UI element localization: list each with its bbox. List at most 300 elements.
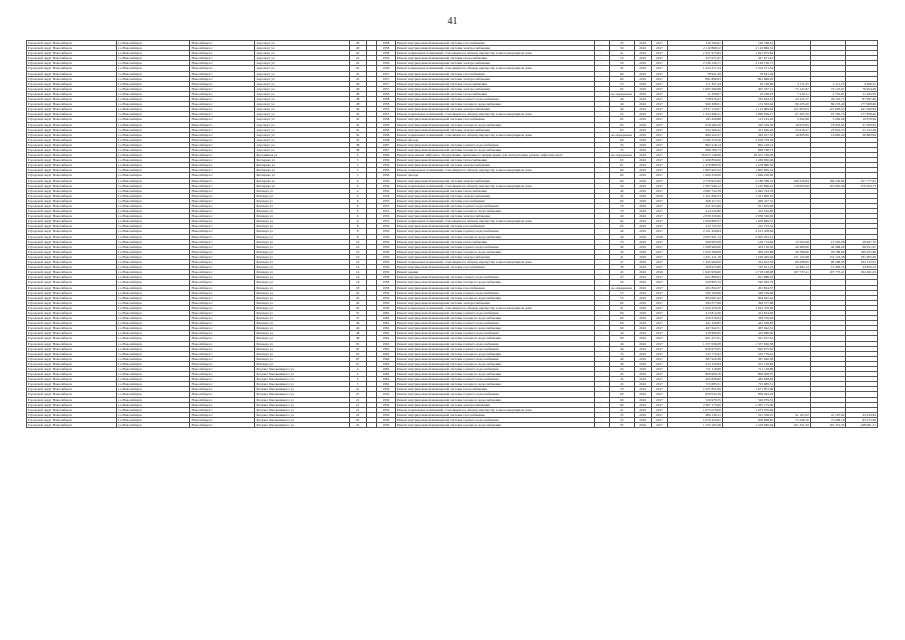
table-cell: 2016 xyxy=(634,351,651,356)
table-cell: Ремонт внутридомовой инженерной системы горячего водоснабжения xyxy=(395,97,594,102)
table-cell: 1959 xyxy=(377,407,396,412)
table-cell: 407 437,12 xyxy=(722,86,774,91)
table-cell: Новосибирск г xyxy=(190,372,255,377)
table-cell: 18 xyxy=(349,285,366,290)
table-cell: 1959 xyxy=(377,290,396,295)
table-cell: 1 254 271,34 xyxy=(722,66,774,71)
table-cell: 2017 xyxy=(651,86,668,91)
table-cell: Блюхера ул xyxy=(255,204,349,209)
table-cell: г.о.Новосибирск xyxy=(117,361,190,366)
table-cell: Городской округ Новосибирск xyxy=(27,61,117,66)
table-cell: - xyxy=(594,76,609,81)
table-cell: 1 096 959,27 xyxy=(722,112,774,117)
table-cell: Ремонт фасада xyxy=(395,173,594,178)
table-cell: Ремонт внутридомовой инженерной системы электроснабжения xyxy=(395,254,594,259)
table-cell: Аэропорт ул xyxy=(255,117,349,122)
table-cell: 725 685,51 xyxy=(722,382,774,387)
table-cell: 8 xyxy=(349,224,366,229)
table-cell: Новосибирск г xyxy=(190,132,255,137)
table-cell: 40 xyxy=(609,214,634,219)
table-cell: 441 328,85 xyxy=(722,321,774,326)
table-cell: Новосибирск г xyxy=(190,239,255,244)
table-cell: 2017 xyxy=(651,336,668,341)
table-cell: 2017 xyxy=(651,147,668,152)
table-cell: Городской округ Новосибирск xyxy=(27,102,117,107)
table-cell: г.о.Новосибирск xyxy=(117,112,190,117)
table-cell: 2017 xyxy=(651,417,668,422)
table-cell: Городской округ Новосибирск xyxy=(27,377,117,382)
table-cell: Ремонт внутридомовой инженерной системы горячего водоснабжения xyxy=(395,290,594,295)
table-cell: 2017 xyxy=(651,219,668,224)
table-cell: 2017 xyxy=(651,163,668,168)
table-cell: 1 675 070,00 xyxy=(668,407,722,412)
table-cell: 6 xyxy=(349,219,366,224)
table-cell: г.о.Новосибирск xyxy=(117,51,190,56)
table-cell: 80 233,20 xyxy=(810,102,846,107)
table-cell: 75 147,67 xyxy=(775,86,811,91)
table-cell: 126 766,61 xyxy=(722,41,774,46)
table-cell: 101 351,50 xyxy=(775,423,811,428)
table-cell: 26 672 749,09 xyxy=(668,153,722,158)
table-cell: не определена xyxy=(609,285,634,290)
table-cell: 2016 xyxy=(634,305,651,310)
table-cell: 34 xyxy=(349,137,366,142)
table-cell: 1962 xyxy=(377,372,396,377)
table-cell: Аэропорт ул xyxy=(255,132,349,137)
table-cell: Городской округ Новосибирск xyxy=(27,209,117,214)
table-cell: 2016 xyxy=(634,331,651,336)
table-cell: Богдана Хмельницкого ул xyxy=(255,392,349,397)
table-cell: Ремонт подвальных помещений, относящихся к общему имуществу в многоквартирном доме xyxy=(395,66,594,71)
table-cell: 1954 xyxy=(377,193,396,198)
table-cell: Аэропорт ул xyxy=(255,66,349,71)
table-cell: 809 909,70 xyxy=(722,372,774,377)
table-cell: 67 xyxy=(349,361,366,366)
table-cell: 1 254 271,34 xyxy=(668,66,722,71)
table-cell: 2016 xyxy=(634,168,651,173)
table-cell: 41 xyxy=(609,51,634,56)
table-cell: 521 358,25 xyxy=(722,412,774,417)
table-cell: 209 975,89 xyxy=(668,265,722,270)
table-cell: Бехтерева ул xyxy=(255,173,349,178)
table-cell: - xyxy=(594,372,609,377)
table-cell: - xyxy=(594,275,609,280)
table-cell: 2017 xyxy=(651,102,668,107)
table-cell: 40 xyxy=(609,331,634,336)
table-cell: 65 xyxy=(609,117,634,122)
table-cell: г.о.Новосибирск xyxy=(117,239,190,244)
table-cell: Блюхера ул xyxy=(255,260,349,265)
table-cell: 1959 xyxy=(377,423,396,428)
table-cell: Ремонт внутридомовой инженерной системы теплоснабжения xyxy=(395,188,594,193)
table-cell: 20 xyxy=(349,305,366,310)
table-cell: Городской округ Новосибирск xyxy=(27,147,117,152)
table-cell: 2017 xyxy=(651,300,668,305)
table-cell: Городской округ Новосибирск xyxy=(27,331,117,336)
table-cell: 2 110 868,52 xyxy=(722,46,774,51)
table-cell: г.о.Новосибирск xyxy=(117,41,190,46)
table-cell: 1958 xyxy=(377,117,396,122)
table-cell: 2016 xyxy=(634,372,651,377)
table-cell: Новосибирск г xyxy=(190,51,255,56)
table-cell: 1963 xyxy=(377,346,396,351)
table-cell: 2017 xyxy=(651,351,668,356)
table-cell: г.о.Новосибирск xyxy=(117,219,190,224)
table-cell: 30 xyxy=(609,265,634,270)
table-cell: 119 065,99 xyxy=(775,183,811,188)
table-cell: 80 233,20 xyxy=(775,102,811,107)
table-cell: Городской округ Новосибирск xyxy=(27,224,117,229)
table-cell: 839 044,19 xyxy=(668,392,722,397)
table-cell: 2016 xyxy=(634,310,651,315)
table-cell: 12 565,08 xyxy=(775,239,811,244)
table-cell: Новосибирск г xyxy=(190,209,255,214)
table-cell: Аэропорт ул xyxy=(255,51,349,56)
table-cell: Ремонт внутридомовой инженерной системы теплоснабжения xyxy=(395,91,594,96)
table-cell: Новосибирск г xyxy=(190,193,255,198)
table-cell: 269 995,08 xyxy=(668,239,722,244)
table-cell: Городской округ Новосибирск xyxy=(27,387,117,392)
table-cell: 37 xyxy=(349,310,366,315)
table-cell: 2016 xyxy=(634,356,651,361)
table-cell: 20 xyxy=(349,51,366,56)
table-cell: 2016 xyxy=(634,346,651,351)
table-cell: 2017 xyxy=(651,244,668,249)
table-cell: Новосибирск г xyxy=(190,66,255,71)
table-cell: 60 xyxy=(609,321,634,326)
table-cell: Городской округ Новосибирск xyxy=(27,305,117,310)
table-cell: г.о.Новосибирск xyxy=(117,97,190,102)
table-cell: 804 067,42 xyxy=(722,295,774,300)
table-cell: Новосибирск г xyxy=(190,290,255,295)
table-cell: 3 xyxy=(349,168,366,173)
table-cell: 532 779,42 xyxy=(722,351,774,356)
table-cell: г.о.Новосибирск xyxy=(117,183,190,188)
table-cell: 2017 xyxy=(651,412,668,417)
table-cell: 121 603,03 xyxy=(810,107,846,112)
table-cell: Ремонт внутридомовой инженерной системы горячего водоснабжения xyxy=(395,275,594,280)
table-cell: Ремонт внутридомовой инженерной системы горячего водоснабжения xyxy=(395,341,594,346)
table-cell: Городской округ Новосибирск xyxy=(27,193,117,198)
table-cell: 41 xyxy=(609,254,634,259)
table-cell: 2017 xyxy=(651,239,668,244)
table-cell: Ремонт внутридомовой инженерной системы горячего водоснабжения xyxy=(395,310,594,315)
table-cell: - xyxy=(594,183,609,188)
table-cell: 1955 xyxy=(377,198,396,203)
table-cell: 8 xyxy=(349,234,366,239)
table-cell: г.о.Новосибирск xyxy=(117,285,190,290)
table-cell: 2016 xyxy=(634,112,651,117)
table-cell: Блюхера ул xyxy=(255,326,349,331)
table-cell: 40 xyxy=(609,346,634,351)
table-cell: 20 xyxy=(349,46,366,51)
table-cell: 2017 xyxy=(651,254,668,259)
table-cell: Блюхера ул xyxy=(255,321,349,326)
table-cell: 2 110 868,52 xyxy=(668,46,722,51)
table-cell: Блюхера ул xyxy=(255,361,349,366)
table-cell: г.о.Новосибирск xyxy=(117,310,190,315)
table-cell: Новосибирск г xyxy=(190,265,255,270)
table-cell: Новосибирск г xyxy=(190,76,255,81)
table-cell: г.о.Новосибирск xyxy=(117,132,190,137)
table-cell: Новосибирск г xyxy=(190,163,255,168)
table-cell: 67 265,70 xyxy=(810,112,846,117)
table-cell: 22 xyxy=(349,423,366,428)
table-cell: Ремонт подвальных помещений, относящихся к общему имуществу в многоквартирном доме xyxy=(395,183,594,188)
table-cell: г.о.Новосибирск xyxy=(117,392,190,397)
table-cell: 2017 xyxy=(651,66,668,71)
table-cell: 2017 xyxy=(651,61,668,66)
table-cell: 6 xyxy=(349,198,366,203)
table-cell: Ремонт внутридомовой инженерной системы теплоснабжения xyxy=(395,158,594,163)
table-cell: г.о.Новосибирск xyxy=(117,290,190,295)
table-cell: 621 886,03 xyxy=(668,275,722,280)
table-cell: 465 828,66 xyxy=(722,377,774,382)
table-cell: 1959 xyxy=(377,392,396,397)
table-cell: Блюхера ул xyxy=(255,234,349,239)
table-cell: г.о.Новосибирск xyxy=(117,158,190,163)
table-cell: 1957 xyxy=(377,71,396,76)
table-cell: - xyxy=(594,66,609,71)
table-cell: Новосибирск г xyxy=(190,204,255,209)
table-cell: Городской округ Новосибирск xyxy=(27,295,117,300)
table-cell: 22 xyxy=(349,417,366,422)
table-cell: 2016 xyxy=(634,142,651,147)
table-cell: Городской округ Новосибирск xyxy=(27,76,117,81)
table-cell: - xyxy=(594,295,609,300)
table-cell: 2017 xyxy=(651,321,668,326)
table-cell: 2 126 136,71 xyxy=(722,61,774,66)
table-cell: 2017 xyxy=(651,81,668,86)
table-cell: Аэропорт ул xyxy=(255,102,349,107)
table-cell: - xyxy=(594,326,609,331)
table-cell: г.о.Новосибирск xyxy=(117,234,190,239)
table-cell: Новосибирск г xyxy=(190,147,255,152)
table-cell: Богдана Хмельницкого ул xyxy=(255,367,349,372)
table-cell: г.о.Новосибирск xyxy=(117,229,190,234)
table-cell: Ремонт внутридомовой инженерной системы горячего водоснабжения xyxy=(395,377,594,382)
table-cell: Новосибирск г xyxy=(190,81,255,86)
table-cell: Ремонт внутридомовой инженерной системы горячего водоснабжения xyxy=(395,204,594,209)
table-cell: 6 xyxy=(349,209,366,214)
table-cell: Городской округ Новосибирск xyxy=(27,341,117,346)
table-cell: 2016 xyxy=(651,234,668,239)
table-cell: 25 xyxy=(349,71,366,76)
table-cell: 2016 xyxy=(634,204,651,209)
table-cell: 1 269 850,00 xyxy=(668,158,722,163)
table-cell: Блюхера ул xyxy=(255,270,349,275)
table-cell: 2017 xyxy=(651,137,668,142)
table-cell: г.о.Новосибирск xyxy=(117,147,190,152)
table-cell: 121 603,03 xyxy=(775,107,811,112)
table-cell: 60 xyxy=(609,310,634,315)
table-cell: г.о.Новосибирск xyxy=(117,61,190,66)
table-cell: г.о.Новосибирск xyxy=(117,76,190,81)
table-cell: 45 xyxy=(609,66,634,71)
table-cell: 181 605,09 xyxy=(846,254,878,259)
table-cell: 26 726,09 xyxy=(722,81,774,86)
table-cell: Новосибирск г xyxy=(190,387,255,392)
table-cell: Богдана Хмельницкого ул xyxy=(255,387,349,392)
table-cell: Городской округ Новосибирск xyxy=(27,204,117,209)
table-cell: Ремонт внутридомовой инженерной системы газоснабжения xyxy=(395,412,594,417)
table-cell: г.о.Новосибирск xyxy=(117,407,190,412)
table-cell: г.о.Новосибирск xyxy=(117,91,190,96)
table-cell: Новосибирск г xyxy=(190,402,255,407)
table-cell: - xyxy=(594,168,609,173)
table-cell: 1958 xyxy=(377,91,396,96)
table-cell: 32 xyxy=(349,127,366,132)
table-cell: 1959 xyxy=(377,229,396,234)
table-cell: 46 xyxy=(609,356,634,361)
table-cell: 115 191,26 xyxy=(722,117,774,122)
table-cell: 10 238,01 xyxy=(722,91,774,96)
table-cell: 1962 xyxy=(377,316,396,321)
table-cell: 40 489,00 xyxy=(775,244,811,249)
table-cell: 1 454 296,31 xyxy=(668,112,722,117)
table-cell: 11 495,29 xyxy=(846,91,878,96)
table-cell: 2016 xyxy=(634,341,651,346)
table-cell: 166 230,84 xyxy=(810,178,846,183)
table-cell: 63 xyxy=(609,158,634,163)
table-cell: 78 941,49 xyxy=(668,71,722,76)
table-cell: 2016 xyxy=(634,412,651,417)
table-cell: Ремонт внутридомовой инженерной системы электроснабжения xyxy=(395,300,594,305)
table-cell: 99 268,95 xyxy=(810,260,846,265)
table-cell: 10 xyxy=(349,244,366,249)
table-cell: г.о.Новосибирск xyxy=(117,198,190,203)
table-cell: 2017 xyxy=(651,204,668,209)
table-cell: Новосибирск г xyxy=(190,214,255,219)
table-cell: г.о.Новосибирск xyxy=(117,127,190,132)
table-cell: 4 xyxy=(349,153,366,158)
table-cell: г.о.Новосибирск xyxy=(117,356,190,361)
table-cell: - xyxy=(594,356,609,361)
table-cell: - xyxy=(594,331,609,336)
table-cell: 1956 xyxy=(377,163,396,168)
table-cell: Новосибирск г xyxy=(190,153,255,158)
table-cell: 1955 xyxy=(377,204,396,209)
table-cell: 14 xyxy=(349,265,366,270)
table-cell: 2016 xyxy=(634,392,651,397)
table-cell: 1956 xyxy=(377,168,396,173)
table-cell: Городской округ Новосибирск xyxy=(27,219,117,224)
table-cell: г.о.Новосибирск xyxy=(117,188,190,193)
table-cell: - xyxy=(594,249,609,254)
table-cell: г.о.Новосибирск xyxy=(117,86,190,91)
table-cell: 2016 xyxy=(634,107,651,112)
table-cell: Блюхера ул xyxy=(255,331,349,336)
table-cell: 2017 xyxy=(651,331,668,336)
table-cell: 711 118,89 xyxy=(668,367,722,372)
table-cell: 1958 xyxy=(377,137,396,142)
table-cell: 2016 xyxy=(634,158,651,163)
table-cell: 320 529,36 xyxy=(722,122,774,127)
table-cell: Городской округ Новосибирск xyxy=(27,290,117,295)
table-cell: - xyxy=(594,153,609,158)
table-cell: 46 xyxy=(349,321,366,326)
table-cell: 2016 xyxy=(634,407,651,412)
table-cell: Городской округ Новосибирск xyxy=(27,86,117,91)
table-cell: Новосибирск г xyxy=(190,86,255,91)
table-cell: Ремонт внутридомовой инженерной системы холодного водоснабжения xyxy=(395,382,594,387)
table-cell: 60 xyxy=(609,137,634,142)
table-cell: Ремонт внутридомовой инженерной системы электроснабжения xyxy=(395,61,594,66)
table-cell: 35 xyxy=(609,423,634,428)
table-cell: Городской округ Новосибирск xyxy=(27,97,117,102)
table-cell: 2 209 379,56 xyxy=(668,137,722,142)
table-cell: Городской округ Новосибирск xyxy=(27,244,117,249)
table-cell: Богдана Хмельницкого ул xyxy=(255,423,349,428)
table-cell: 3 xyxy=(349,158,366,163)
table-cell: 212 723,32 xyxy=(668,224,722,229)
table-cell: 1 671 851,99 xyxy=(668,387,722,392)
table-cell: 28 xyxy=(349,102,366,107)
table-cell: Новосибирск г xyxy=(190,41,255,46)
table-cell: г.о.Новосибирск xyxy=(117,260,190,265)
table-cell: 725 685,51 xyxy=(668,382,722,387)
table-cell: 21 xyxy=(349,407,366,412)
table-cell: 2017 xyxy=(651,183,668,188)
table-cell: Блюхера ул xyxy=(255,356,349,361)
table-cell: 1 671 851,99 xyxy=(722,387,774,392)
table-cell: 45 xyxy=(609,193,634,198)
table-cell: 2016 xyxy=(634,275,651,280)
table-cell: 38 xyxy=(349,147,366,152)
table-cell: 1957 xyxy=(377,76,396,81)
table-cell: 2016 xyxy=(634,46,651,51)
table-cell: Богдана Хмельницкого ул xyxy=(255,402,349,407)
table-cell: г.о.Новосибирск xyxy=(117,107,190,112)
table-cell: 419 980,00 xyxy=(668,331,722,336)
table-cell: 2016 xyxy=(634,117,651,122)
table-cell: 278 504,73 xyxy=(846,183,878,188)
table-cell: 2016 xyxy=(634,280,651,285)
table-cell: 67 xyxy=(349,356,366,361)
table-cell: Богдана Хмельницкого ул xyxy=(255,412,349,417)
table-cell: 2 058 326,96 xyxy=(722,214,774,219)
table-cell: 2016 xyxy=(634,132,651,137)
table-cell: 5 xyxy=(349,173,366,178)
table-cell: 5 292,96 xyxy=(775,117,811,122)
table-cell: 40 xyxy=(609,234,634,239)
table-cell: 668 766,73 xyxy=(722,147,774,152)
table-cell: - xyxy=(594,41,609,46)
table-cell: 61 xyxy=(609,163,634,168)
table-cell: 22 xyxy=(349,66,366,71)
table-cell: 63 xyxy=(349,346,366,351)
table-cell: 2017 xyxy=(651,112,668,117)
table-cell: 1959 xyxy=(377,412,396,417)
table-cell: 70 xyxy=(609,204,634,209)
table-cell: Городской округ Новосибирск xyxy=(27,346,117,351)
table-cell: Городской округ Новосибирск xyxy=(27,173,117,178)
table-cell: 413 814,36 xyxy=(668,310,722,315)
table-cell: 862 218,14 xyxy=(668,142,722,147)
table-cell: - xyxy=(594,173,609,178)
table-cell: Новосибирск г xyxy=(190,229,255,234)
table-cell: 2017 xyxy=(651,367,668,372)
table-cell: Новосибирск г xyxy=(190,173,255,178)
table-cell: 2017 xyxy=(651,377,668,382)
table-cell: 1 421 896,33 xyxy=(668,193,722,198)
table-cell: 419 980,00 xyxy=(722,331,774,336)
table-cell: 2017 xyxy=(651,127,668,132)
table-cell: 526 979,35 xyxy=(722,397,774,402)
table-cell: Новосибирск г xyxy=(190,112,255,117)
table-cell: 21 xyxy=(349,397,366,402)
table-cell: 29 786,60 xyxy=(810,249,846,254)
